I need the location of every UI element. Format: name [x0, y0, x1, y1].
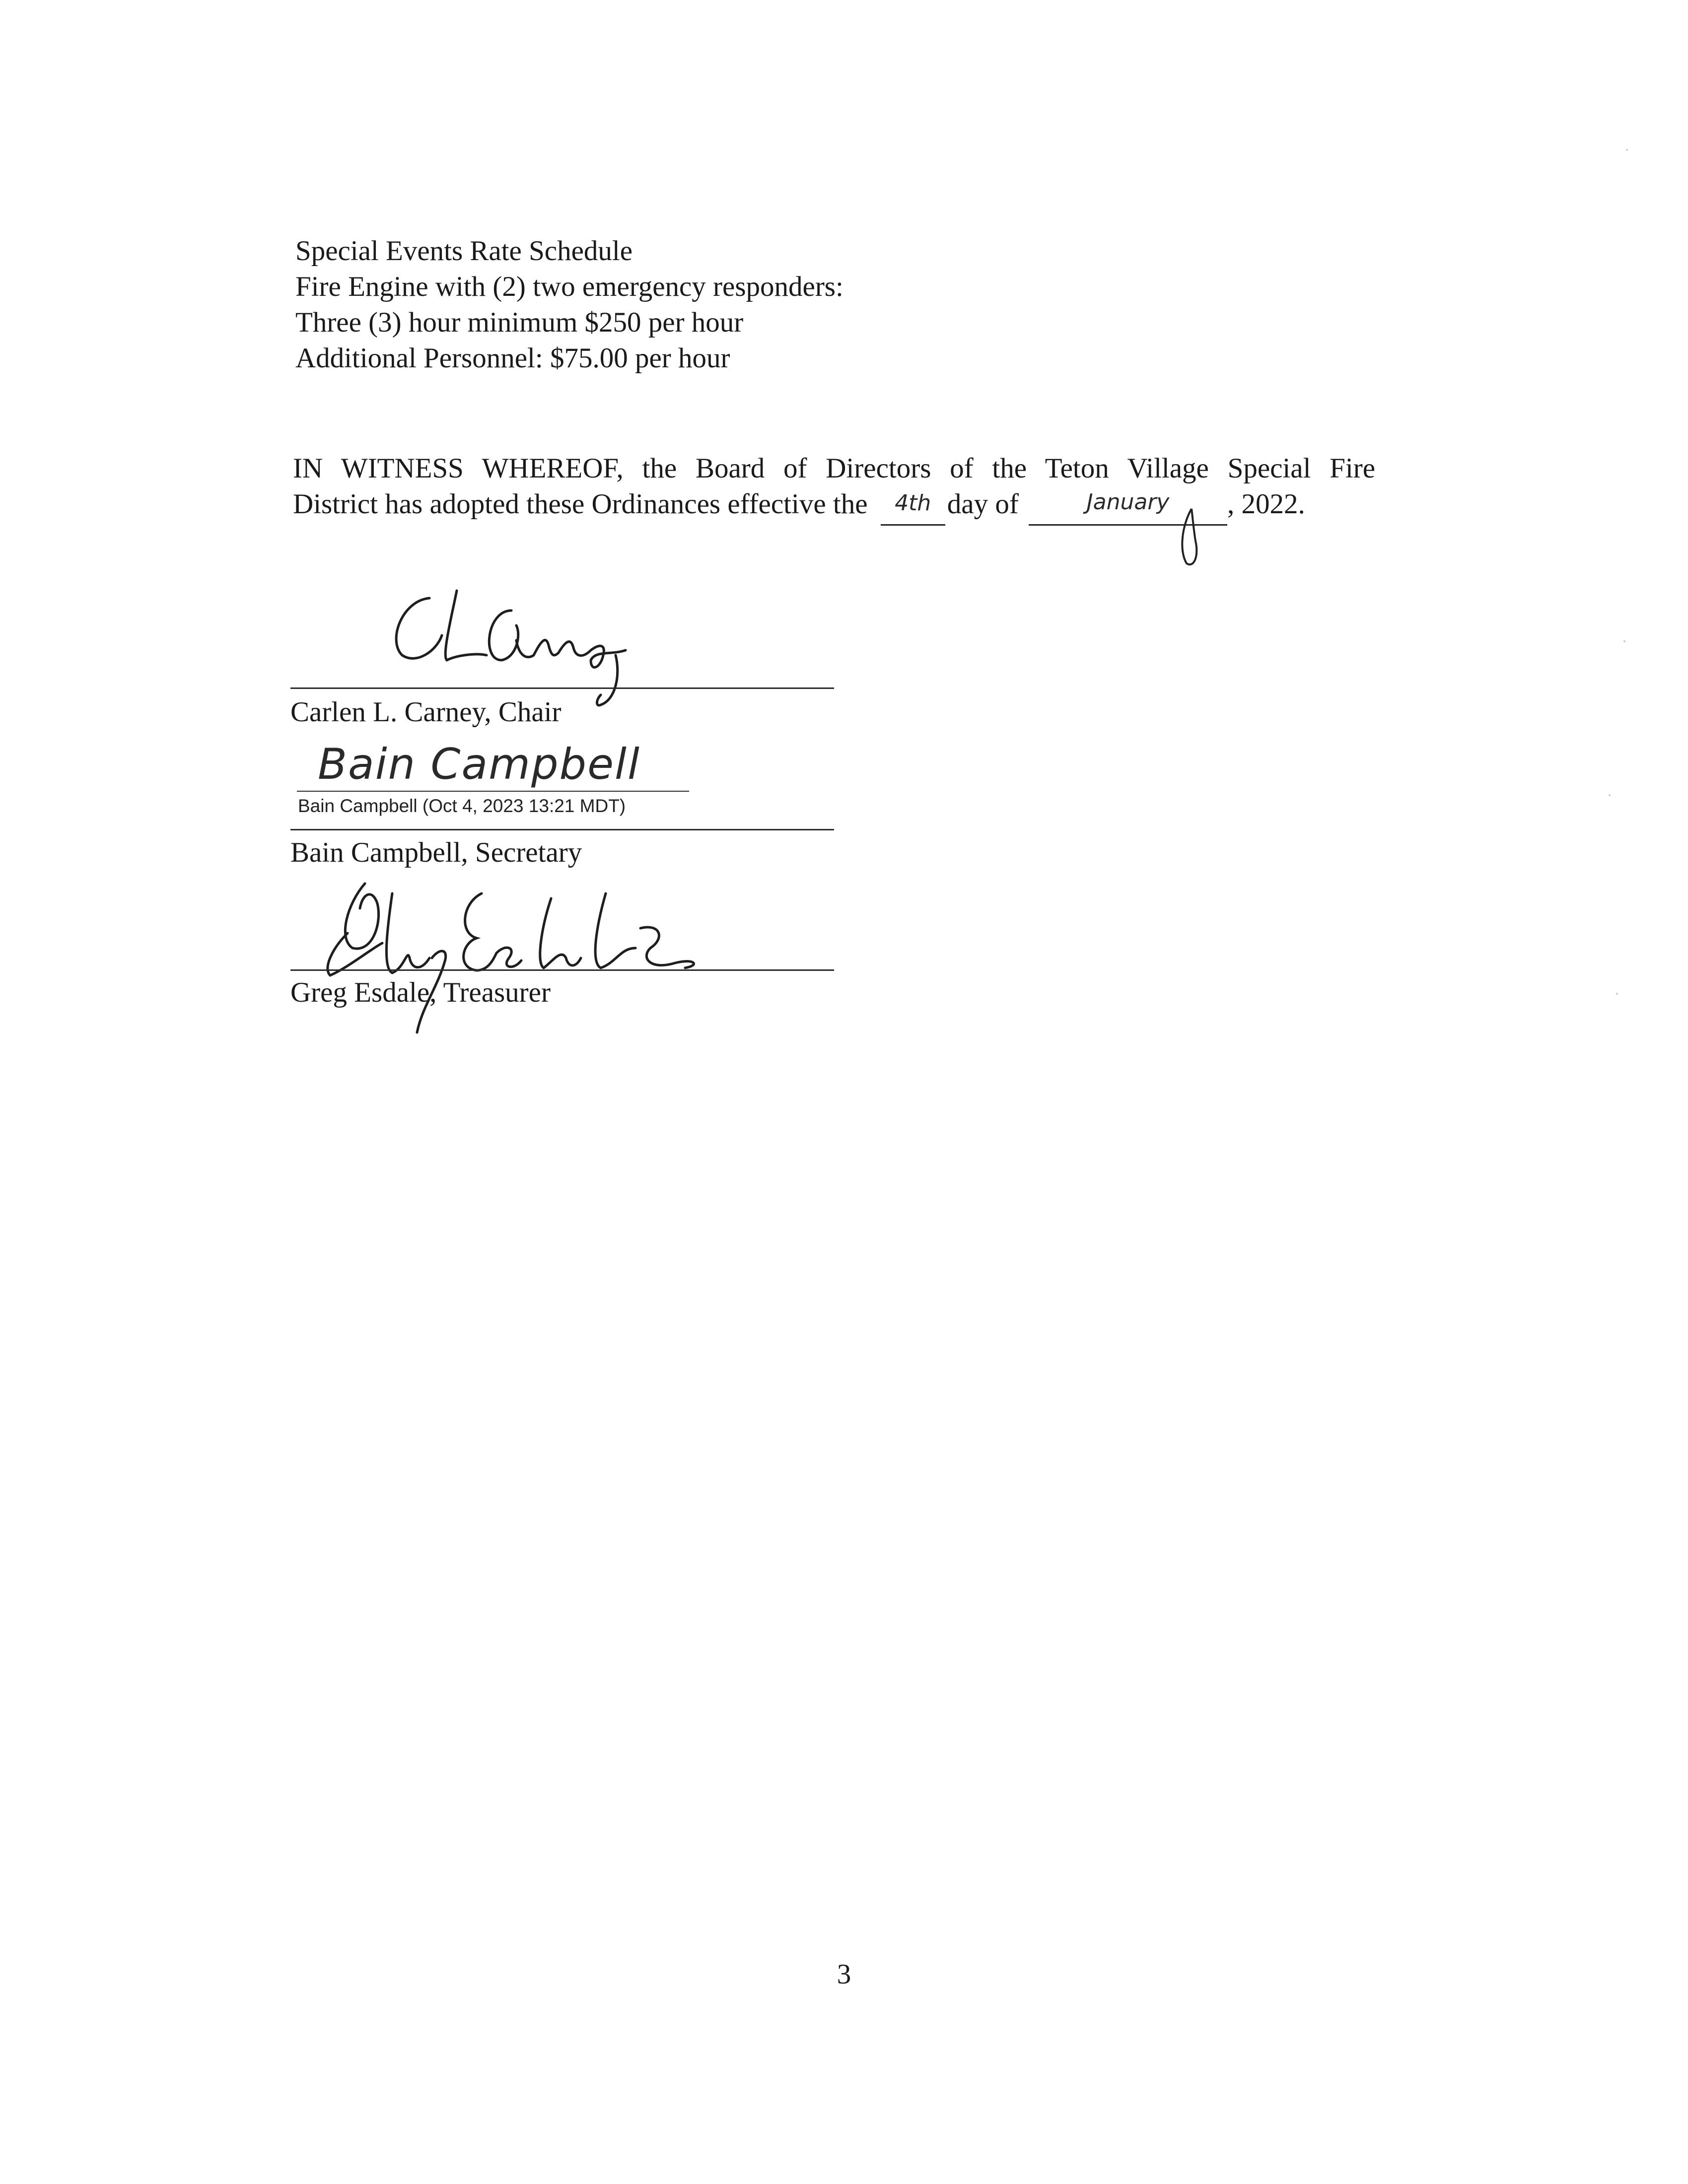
rate-schedule-title: Special Events Rate Schedule: [295, 235, 633, 267]
witness-line: [293, 486, 1375, 526]
signature-line: [290, 829, 834, 830]
year-text: , 2022.: [1227, 488, 1305, 520]
esdale-signature: [318, 874, 705, 1037]
esignature-caption: Bain Campbell (Oct 4, 2023 13:21 MDT): [298, 796, 626, 816]
signer-name-title: Greg Esdale, Treasurer: [290, 977, 551, 1008]
carney-signature: [382, 581, 650, 710]
witness-paragraph: [293, 451, 1375, 526]
signer-name-title: Bain Campbell, Secretary: [290, 837, 582, 868]
handwriting-stroke: [1172, 506, 1211, 571]
day-of-label: day of: [947, 488, 1019, 520]
scan-speck: [1623, 640, 1625, 642]
campbell-signature: Bain Campbell: [318, 740, 640, 789]
witness-line: IN WITNESS WHEREOF, the Board of Directors of the Teton Village Special Fire: [293, 453, 1375, 484]
signature-line: [290, 969, 834, 971]
scan-speck: [1626, 149, 1628, 151]
rate-schedule-line: Additional Personnel: $75.00 per hour: [295, 342, 730, 374]
signer-name-title: Carlen L. Carney, Chair: [290, 696, 562, 728]
day-blank: [881, 486, 945, 526]
month-handwritten: January: [1086, 489, 1170, 515]
witness-text: District has adopted these Ordinances effective the: [293, 488, 868, 520]
esignature-underline: [297, 791, 689, 792]
signature-line: [290, 687, 834, 689]
rate-schedule-line: Three (3) hour minimum $250 per hour: [295, 307, 744, 338]
scan-speck: [1609, 794, 1611, 796]
page-number: 3: [837, 1959, 851, 1990]
rate-schedule-line: Fire Engine with (2) two emergency responders:: [295, 271, 844, 302]
day-handwritten: 4th: [895, 490, 931, 516]
scan-speck: [1616, 993, 1618, 995]
